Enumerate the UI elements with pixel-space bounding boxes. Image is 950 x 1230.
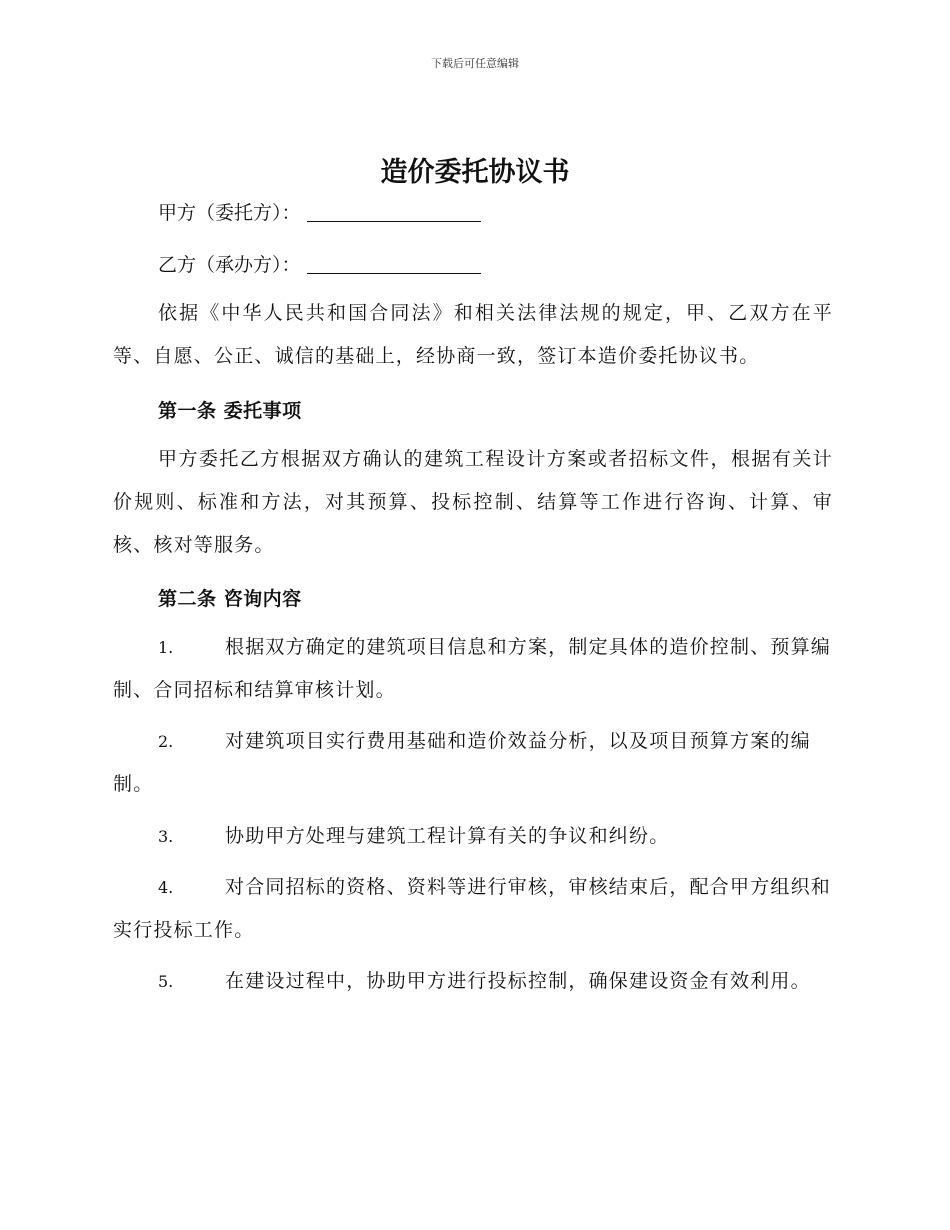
list-item-text: 对合同招标的资格、资料等进行审核，审核结束后，配合甲方组织和实行投标工作。 [113,876,832,941]
list-item [113,866,833,952]
list-item-text: 在建设过程中，协助甲方进行投标控制，确保建设资金有效利用。 [225,970,811,992]
header-note: 下载后可任意编辑 [431,57,519,70]
list-item-number: 1. [158,638,174,657]
list-item [113,815,833,858]
intro-paragraph: 依据《中华人民共和国合同法》和相关法律法规的规定，甲、乙双方在平等、自愿、公正、诚信的基础上，经协商一致，签订本造价委托协议书。 [113,302,833,367]
list-item-text: 根据双方确定的建筑项目信息和方案，制定具体的造价控制、预算编制、合同招标和结算审核计划。 [113,636,832,701]
list-item [113,960,833,1003]
list-item-number: 2. [158,732,174,751]
party-a-label: 甲方（委托方）： [158,202,301,224]
list-item [113,626,833,712]
party-a-blank [307,203,481,222]
list-item-number: 4. [158,878,174,897]
list-item-text: 对建筑项目实行费用基础和造价效益分析，以及项目预算方案的编制。 [113,730,811,795]
list-item-number: 3. [158,827,174,846]
party-b-label: 乙方（承办方）： [158,254,301,276]
article-1-heading: 第一条 委托事项 [158,400,302,422]
article-2-heading: 第二条 咨询内容 [158,588,302,610]
document-title: 造价委托协议书 [380,157,570,188]
party-b-blank [307,255,481,274]
list-item [113,720,833,806]
list-item-text: 协助甲方处理与建筑工程计算有关的争议和纠纷。 [225,825,670,847]
article-1-text: 甲方委托乙方根据双方确认的建筑工程设计方案或者招标文件，根据有关计价规则、标准和方法，对其预算、投标控制、结算等工作进行咨询、计算、审核、核对等服务。 [113,448,833,556]
party-b-line [158,250,481,277]
list-item-number: 5. [158,972,174,991]
party-a-line [158,198,481,225]
